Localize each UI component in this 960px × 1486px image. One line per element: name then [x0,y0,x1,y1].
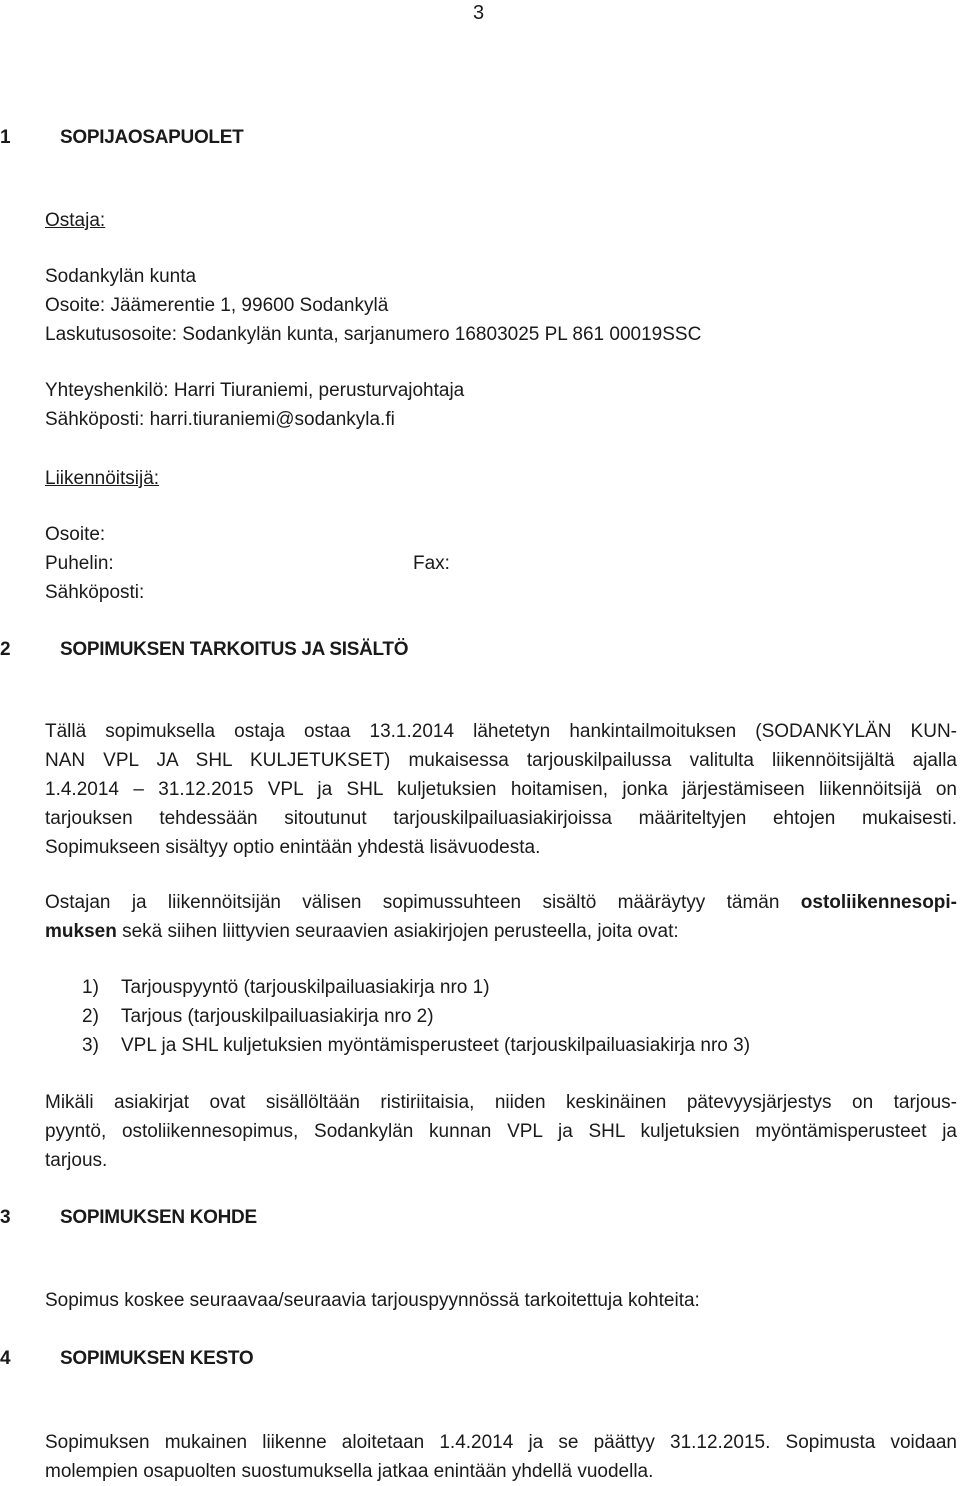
operator-address: Osoite: [45,524,106,545]
list-item-text: Tarjous (tarjouskilpailuasiakirja nro 2) [121,1006,434,1027]
contact-person: Yhteyshenkilö: Harri Tiuraniemi, perusturvajohtaja [45,380,465,401]
para3-line: pyyntö, ostoliikennesopimus, Sodankylän kunnan VPL ja SHL kuljetuksien myöntämisperusteet ja [45,1121,957,1142]
section-1-title: SOPIJAOSAPUOLET [60,127,244,148]
buyer-name: Sodankylän kunta [45,266,197,287]
para2-line-1 [45,888,957,917]
list-item-number: 3) [82,1035,99,1056]
para3-line: tarjous. [45,1150,108,1171]
list-item-number: 2) [82,1006,99,1027]
contract-name-bold-2: muksen [45,921,117,942]
billing-address: Laskutusosoite: Sodankylän kunta, sarjanumero 16803025 PL 861 00019SSC [45,324,702,345]
para3-line: Mikäli asiakirjat ovat sisällöltään ristiriitaisia, niiden keskinäinen pätevyysjärjestys on tarjous- [45,1092,957,1113]
operator-fax: Fax: [413,553,450,574]
contact-email: Sähköposti: harri.tiuraniemi@sodankyla.fi [45,409,395,430]
section-1-number: 1 [0,127,11,148]
section-4-line: Sopimuksen mukainen liikenne aloitetaan 1.4.2014 ja se päättyy 31.12.2015. Sopimusta voidaan [45,1432,957,1453]
buyer-address: Osoite: Jäämerentie 1, 99600 Sodankylä [45,295,389,316]
section-4-number: 4 [0,1348,11,1369]
para2-prefix: Ostajan ja liikennöitsijän välisen sopimussuhteen sisältö määräytyy tämän [45,892,780,913]
para2-line-2 [45,917,679,946]
para1-line: tarjouksen tehdessään sitoutunut tarjouskilpailuasiakirjoissa määriteltyjen ehtojen mukaisesti. [45,808,957,829]
para1-line: NAN VPL JA SHL KULJETUKSET) mukaisessa tarjouskilpailussa valitulta liikennöitsijältä ajalla [45,750,957,771]
section-4-title: SOPIMUKSEN KESTO [60,1348,254,1369]
para2-rest: sekä siihen liittyvien seuraavien asiakirjojen perusteella, joita ovat: [116,921,679,942]
para1-line: Sopimukseen sisältyy optio enintään yhdestä lisävuodesta. [45,837,541,858]
para1-line: 1.4.2014 – 31.12.2015 VPL ja SHL kuljetuksien hoitamisen, jonka järjestämiseen liikennöitsijä on [45,779,957,800]
operator-email: Sähköposti: [45,582,145,603]
section-3-title: SOPIMUKSEN KOHDE [60,1207,257,1228]
list-item-number: 1) [82,977,99,998]
section-3-text: Sopimus koskee seuraavaa/seuraavia tarjouspyynnössä tarkoitettuja kohteita: [45,1290,700,1311]
section-2-number: 2 [0,639,11,660]
list-item-text: VPL ja SHL kuljetuksien myöntämisperusteet (tarjouskilpailuasiakirja nro 3) [121,1035,751,1056]
section-4-line: molempien osapuolten suostumuksella jatkaa enintään yhdellä vuodella. [45,1461,654,1482]
operator-label: Liikennöitsijä: [45,468,160,489]
section-3-number: 3 [0,1207,11,1228]
buyer-label: Ostaja: [45,210,106,231]
list-item-text: Tarjouspyyntö (tarjouskilpailuasiakirja nro 1) [121,977,490,998]
operator-phone: Puhelin: [45,553,114,574]
section-2-title: SOPIMUKSEN TARKOITUS JA SISÄLTÖ [60,639,409,660]
page-number: 3 [473,2,485,24]
para1-line: Tällä sopimuksella ostaja ostaa 13.1.2014 lähetetyn hankintailmoituksen (SODANKYLÄN KUN- [45,721,957,742]
contract-name-bold-1: ostoliikennesopi- [800,892,958,913]
